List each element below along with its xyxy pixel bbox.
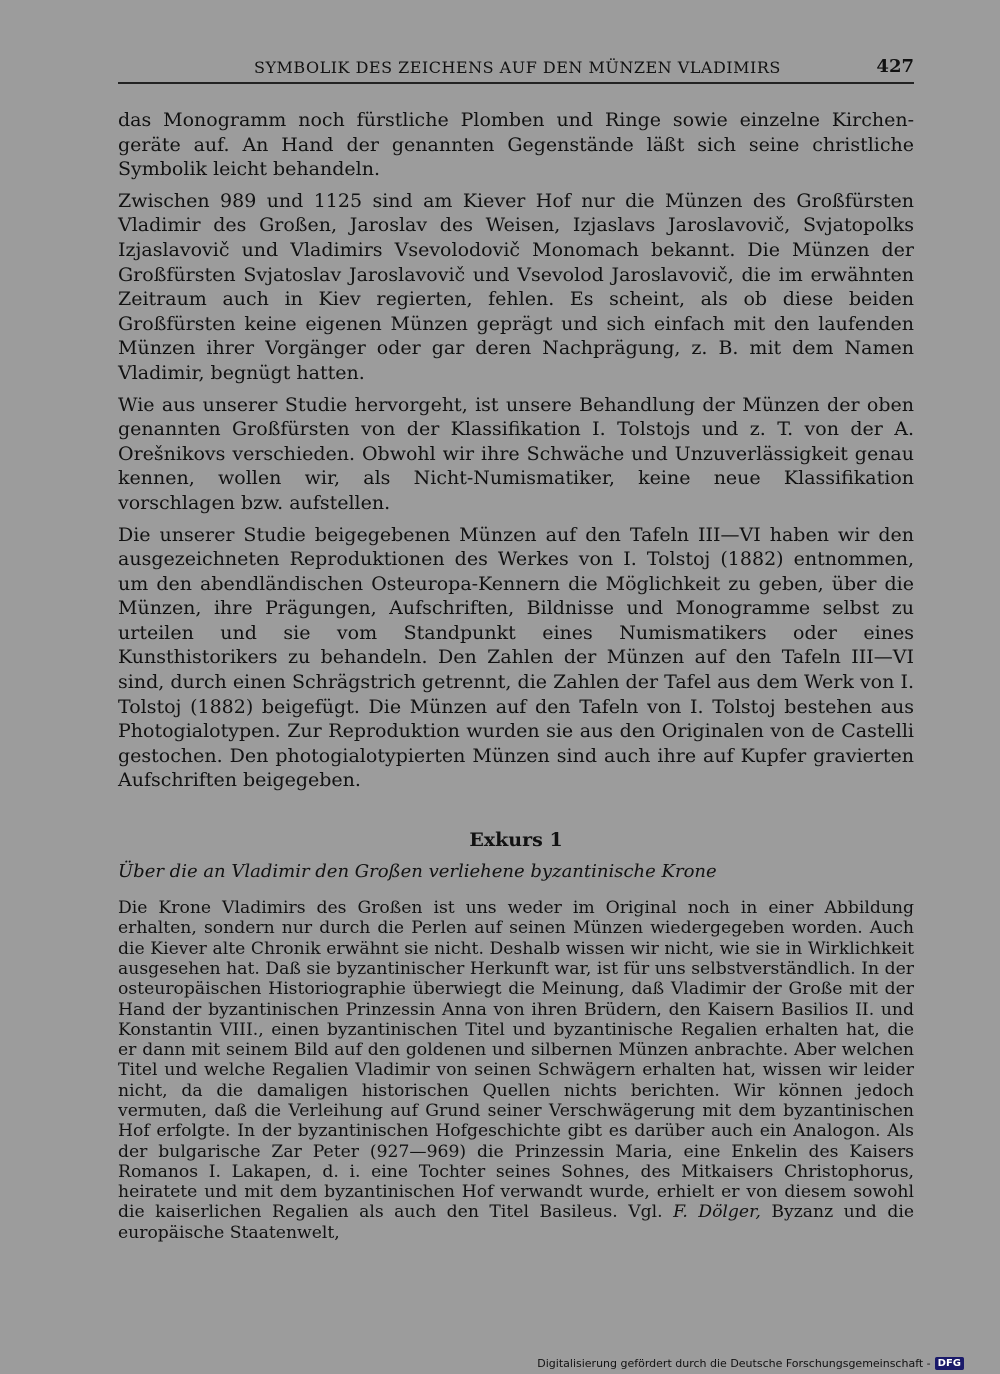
paragraph-1: das Monogramm noch fürstliche Plomben und Ringe sowie einzelne Kirchengeräte auf. An Hand der genannten Gegenstände läßt sich seine christliche Symbolik leicht behandeln. — [118, 109, 914, 181]
excursus-heading: Exkurs 1 — [469, 829, 563, 852]
page-body — [118, 108, 914, 1243]
excursus-text — [118, 898, 914, 1243]
excursus-subheading: Über die an Vladimir den Großen verliehene byzantinische Krone — [118, 861, 717, 883]
page-number: 427 — [876, 56, 914, 77]
footer-text: Digitalisierung gefördert durch die Deutsche Forschungsgemeinschaft - — [537, 1357, 931, 1370]
excursus-text-end: Byzanz und die europäische Staatenwelt, — [118, 1202, 914, 1243]
dfg-logo-icon: DFG — [935, 1357, 964, 1370]
cited-author: F. Dölger, — [673, 1202, 761, 1223]
paragraph-4: Die unserer Studie beigegebenen Münzen auf den Tafeln III—VI haben wir den ausgezeichneten Reproduktionen des Werkes von I. Tolstoj (1882) entnommen, um den abendländischen Osteuropa-Kennern die Möglichkeit zu geben, über die Münzen, ihre Prägungen, Aufschriften, Bildnisse und Monogramme selbst zu urteilen und sie vom Standpunkt eines Numismatikers oder eines Kunsthistorikers zu behandeln. Den Zahlen der Münzen auf den Tafeln III—VI sind, durch einen Schrägstrich getrennt, die Zahlen der Tafel aus dem Werk von I. Tolstoj (1882) beigefügt. Die Münzen auf den Tafeln von I. Tolstoj bestehen aus Photogialotypen. Zur Reproduktion wurden sie aus den Originalen von de Castelli gestochen. Den photogialotypierten Münzen sind auch ihre auf Kupfer gravierten Aufschriften beigegeben. — [118, 523, 914, 792]
running-header — [118, 56, 914, 84]
running-title: SYMBOLIK DES ZEICHENS AUF DEN MÜNZEN VLADIMIRS — [254, 58, 781, 77]
paragraph-2: Zwischen 989 und 1125 sind am Kiever Hof nur die Münzen des Großfürsten Vladimir des Großen, Jaroslav des Weisen, Izjaslavs Jaroslavovič, Svjatopolks Izjaslavovič und Vladimirs Vsevolodovič Monomach bekannt. Die Münzen der Großfürsten Svjatoslav Jaroslavovič und Vsevolod Jaroslavovič, die im erwähnten Zeitraum auch in Kiev regierten, fehlen. Es scheint, als ob diese beiden Großfürsten keine eigenen Münzen geprägt und sich einfach mit den laufenden Münzen ihrer Vorgänger oder gar deren Nachprägung, z. B. mit dem Namen Vladimir, begnügt hatten. — [118, 189, 914, 384]
paragraph-3: Wie aus unserer Studie hervorgeht, ist unsere Behandlung der Münzen der oben genannten Großfürsten von der Klassifikation I. Tolstojs und z. T. von der A. Orešnikovs verschieden. Obwohl wir ihre Schwäche und Unzuverlässigkeit genau kennen, wollen wir, als Nicht-Numismatiker, keine neue Klassifikation vorschlagen bzw. aufstellen. — [118, 393, 914, 514]
footer-credit — [537, 1357, 964, 1370]
excursus-text-main: Die Krone Vladimirs des Großen ist uns weder im Original noch in einer Abbildung erhalten, sondern nur durch die Perlen auf seinen Münzen wiedergegeben worden. Auch die Kiever alte Chronik erwähnt sie nicht. Deshalb wissen wir nicht, wie sie in Wirklichkeit ausgesehen hat. Daß sie byzantinischer Herkunft war, ist für uns selbstverständlich. In der osteuropäischen Historiographie überwiegt die Meinung, daß Vladimir der Große mit der Hand der byzantinischen Prinzessin Anna von ihren Brüdern, den Kaisern Basilios II. und Konstantin VIII., einen byzantinischen Titel und byzantinische Regalien erhalten hat, die er dann mit seinem Bild auf den goldenen und silbernen Münzen anbrachte. Aber welchen Titel und welche Regalien Vladimir von seinen Schwägern erhalten hat, wissen wir leider nicht, da die damaligen historischen Quellen nichts berichten. Wir können jedoch vermuten, daß die Verleihung auf Grund seiner Verschwägerung mit dem byzantinischen Hof erfolgte. In der byzantinischen Hofgeschichte gibt es darüber auch ein Analogon. Als der bulgarische Zar Peter (927—969) die Prinzessin Maria, eine Enkelin des Kaisers Romanos I. Lakapen, d. i. eine Tochter seines Sohnes, des Mitkaisers Christophorus, heiratete und mit dem byzantinischen Hof verwandt wurde, erhielt er von diesem sowohl die kaiserlichen Regalien als auch den Titel Basileus. Vgl. — [118, 898, 914, 1223]
